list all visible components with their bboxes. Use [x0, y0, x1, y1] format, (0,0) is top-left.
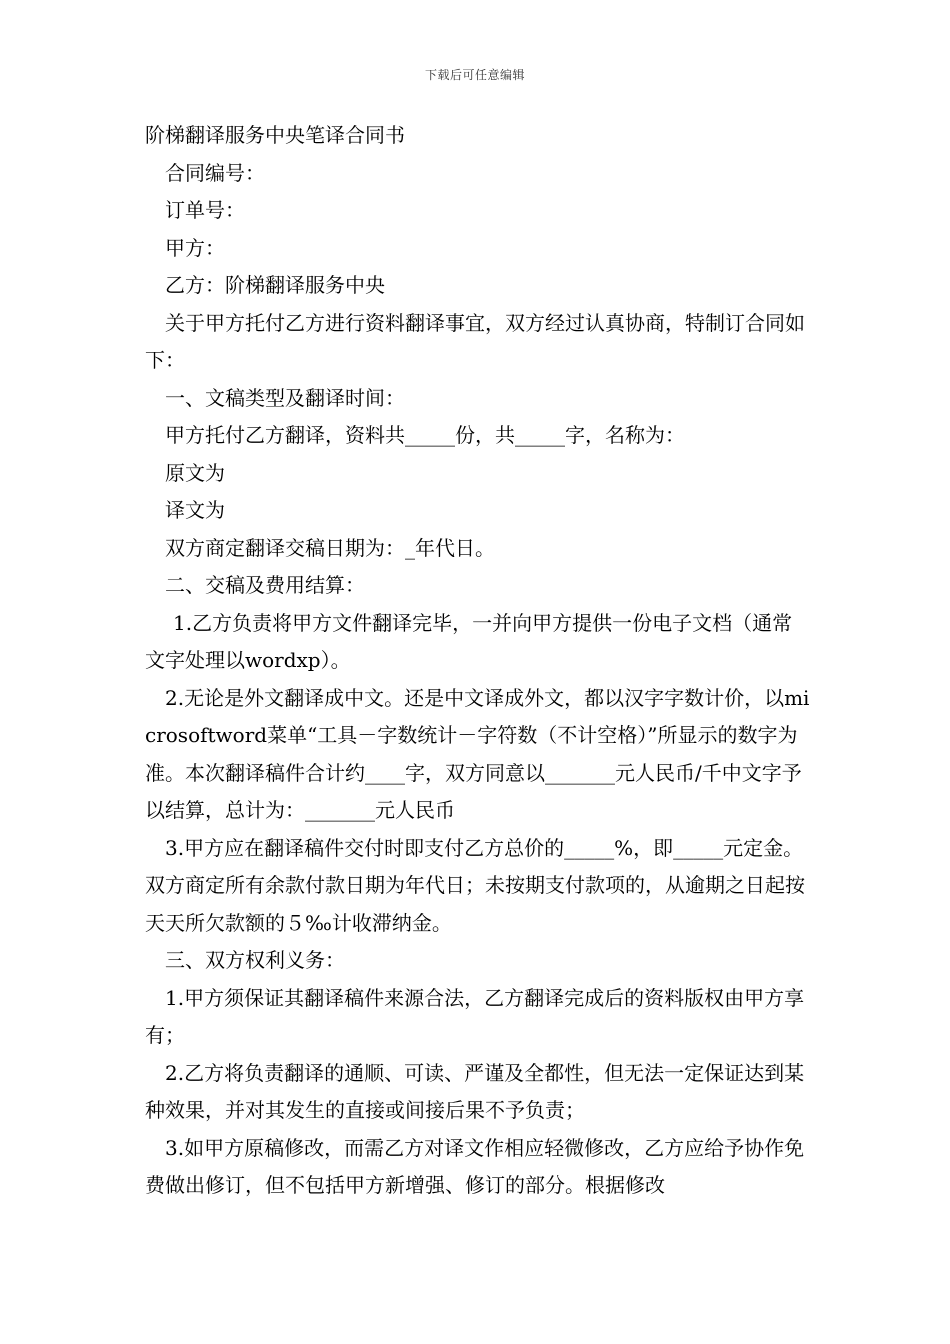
section-2-heading: 二、交稿及费用结算：	[165, 573, 365, 597]
contract-number-line: 合同编号：	[165, 160, 265, 185]
source-text-line: 原文为	[165, 460, 225, 485]
section-3-clause-3: 3.如甲方原稿修改，而需乙方对译文作相应轻微修改，乙方应给予协作免费做出修订，但不包括甲方新增强、修订的部分。根据修改	[145, 1135, 805, 1197]
party-b-line: 乙方：阶梯翻译服务中央	[165, 273, 385, 297]
header-note: 下载后可任意编辑	[424, 68, 525, 82]
preamble-paragraph: 关于甲方托付乙方进行资料翻译事宜，双方经过认真协商，特制订合同如下：	[145, 310, 805, 372]
order-number-line: 订单号：	[165, 198, 245, 222]
section-2-clause-2: 2.无论是外文翻译成中文。还是中文译成外文，都以汉字字数计价，以microsoftword菜单“工具－字数统计－字符数（不计空格）”所显示的数字为准。本次翻译稿件合计约____字，双方同意以_______元人民币/千中文字予以结算，总计为：_______元人民币	[145, 685, 810, 822]
delivery-date-line: 双方商定翻译交稿日期为：_年代日。	[165, 535, 495, 560]
section-1-heading: 一、文稿类型及翻译时间：	[165, 385, 405, 410]
target-text-line: 译文为	[165, 498, 225, 522]
document-body	[145, 117, 810, 1205]
section-3-clause-2: 2.乙方将负责翻译的通顺、可读、严谨及全都性，但无法一定保证达到某种效果，并对其发生的直接或间接后果不予负责；	[145, 1060, 805, 1122]
party-a-line: 甲方：	[165, 235, 225, 260]
section-2-clause-3: 3.甲方应在翻译稿件交付时即支付乙方总价的_____%，即_____元定金。双方商定所有余款付款日期为年代日；未按期支付款项的，从逾期之日起按天天所欠款额的５‰计收滞纳金。	[145, 835, 805, 935]
section-3-heading: 三、双方权利义务：	[165, 948, 345, 972]
section-1-paragraph: 甲方托付乙方翻译，资料共_____份，共_____字，名称为：	[165, 423, 685, 447]
section-2-clause-1: 1.乙方负责将甲方文件翻译完毕，一并向甲方提供一份电子文档（通常文字处理以wordxp）。	[145, 610, 793, 672]
section-3-clause-1: 1.甲方须保证其翻译稿件来源合法，乙方翻译完成后的资料版权由甲方享有；	[145, 985, 805, 1047]
document-title: 阶梯翻译服务中央笔译合同书	[145, 123, 405, 147]
